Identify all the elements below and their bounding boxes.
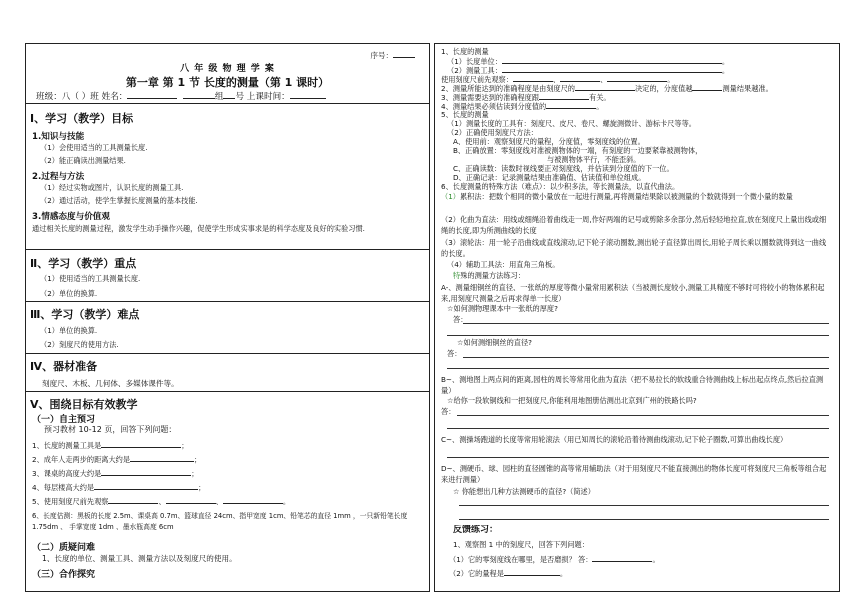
right-item: 答： — [447, 349, 462, 358]
right-item: （1）测量长度的工具有：刻度尺、皮尺、卷尺、螺旋测微计、游标卡尺等等。 — [447, 119, 696, 128]
answer-line[interactable] — [463, 357, 829, 358]
right-item: D~、测硬币、球、园柱的直径圆锥的高等常用辅助法（对于用刻度尺不能直接测出的物体长度可将刻度尺三角板等组合起来进行测量） — [441, 464, 827, 484]
header-divider — [26, 103, 429, 104]
divider — [26, 391, 429, 392]
answer-blank[interactable] — [546, 101, 596, 109]
answer-blank[interactable] — [504, 568, 560, 576]
right-item: 4、测量结果必须估读到分度值的 。 — [441, 102, 604, 111]
cooperation-heading: （三）合作探究 — [32, 570, 96, 580]
answer-blank[interactable] — [108, 496, 158, 504]
student-info: 班级：八（ ）班 姓名： 组 号 上课时间： — [36, 90, 326, 102]
objective-knowledge: 1.知识与技能 — [32, 132, 85, 142]
answer-blank[interactable] — [502, 56, 722, 64]
answer-line[interactable] — [459, 519, 829, 520]
answer-line[interactable] — [447, 368, 829, 369]
answer-blank[interactable] — [223, 496, 283, 504]
chapter-title: 第一章 第 1 节 长度的测量（第 1 课时） — [125, 76, 330, 89]
answer-blank[interactable] — [101, 468, 191, 476]
preview-question-5: 5、使用刻度尺前先观察 、 、 。 — [32, 497, 291, 506]
right-item: ☆如何测物理课本中一张纸的厚度? — [447, 304, 558, 313]
answer-line[interactable] — [459, 505, 829, 506]
serial-number: 序号： — [371, 50, 416, 61]
right-item: ☆如何测细铜丝的直径? — [457, 338, 532, 347]
preview-question-4: 4、每层楼高大约是 ； — [32, 483, 206, 492]
preview-question-6: 6、长度估测：黑板的长度 2.5m、课桌高 0.7m、篮球直径 24cm、指甲宽度 1cm、铅笔芯的直径 1mm ，一只新铅笔长度 1.75dm 、 手掌宽度 1dm 、墨水瓶高度 6cm — [32, 512, 408, 531]
questioning-item: 1、长度的单位、测量工具、测量方法以及刻度尺的使用。 — [42, 554, 237, 563]
answer-blank[interactable] — [692, 83, 722, 91]
answer-line[interactable] — [457, 415, 829, 416]
section-teaching: Ⅴ、围绕目标有效教学 — [30, 398, 138, 411]
right-item: A、使用前：观察刻度尺的量程，分度值，零刻度线的位置。 — [453, 137, 645, 146]
right-item: B、正确放置：零刻度线对准被测物体的一端，有刻度的一边要紧靠被测物体， — [453, 146, 703, 155]
preview-question-1: 1、长度的测量工具是 ； — [32, 441, 189, 450]
objective-process: 2.过程与方法 — [32, 172, 85, 182]
answer-blank[interactable] — [513, 74, 553, 82]
right-item: （1）它的零刻度线在哪里，是否磨损？ 答： 。 — [449, 555, 660, 564]
right-item: （4）辅助工具法：用直角三角板。 — [447, 260, 560, 269]
answer-blank[interactable] — [560, 74, 600, 82]
objective-item: （2）能正确读出测量结果. — [40, 156, 126, 165]
difficulty-item: （1）单位的换算. — [40, 326, 98, 335]
answer-blank[interactable] — [592, 554, 652, 562]
preview-heading: （一）自主预习 — [32, 415, 96, 425]
divider — [26, 301, 429, 302]
right-item: 特殊的测量方法练习： — [453, 271, 525, 280]
right-item: 2、测量所能达到的准确程度是由刻度尺的 决定的，分度值越 测量结果越准。 — [441, 84, 773, 93]
questioning-heading: （二）质疑问难 — [32, 543, 96, 553]
right-item: （2）它的量程是 。 — [449, 569, 568, 578]
right-item: 5、长度的测量 — [441, 110, 489, 119]
preview-question-3: 3、课桌的高度大约是 ； — [32, 469, 199, 478]
objective-attitude: 3.情感态度与价值观 — [32, 212, 110, 222]
right-column — [434, 43, 840, 592]
answer-line[interactable] — [447, 457, 829, 458]
right-item: 1、长度的测量 — [441, 47, 489, 56]
right-item: 使用刻度尺前先观察： 、 、 。 — [441, 75, 675, 84]
right-item: C、正确读数：读数时视线要正对刻度线，并估读到分度值的下一位。 — [453, 164, 674, 173]
answer-blank[interactable] — [94, 482, 198, 490]
right-item: 答： — [441, 407, 456, 416]
key-point-item: （2）单位的换算. — [40, 289, 98, 298]
right-item: （2）正确使用刻度尺方法： — [447, 128, 538, 137]
right-item: 3、测量需要达到的准确程度跟 有关。 — [441, 93, 611, 102]
left-column — [25, 43, 430, 592]
right-item: 6、长度测量的特殊方法（难点）：以少积多法，等长测量法，以直代曲法。 — [441, 182, 680, 191]
divider — [26, 249, 429, 250]
page-title: 八 年 级 物 理 学 案 — [180, 64, 275, 74]
right-item: （1）累积法：把数个相同的微小量放在一起进行测量,再将测量结果除以被测量的个数就得到一个微小量的数量 — [441, 192, 793, 201]
objective-item: （1）会使用适当的工具测量长度. — [40, 143, 148, 152]
right-item: （1）长度单位： 。 — [447, 57, 730, 66]
right-item: （2）化曲为直法：用线或细绳沿着曲线走一周,作好两端的记号或剪除多余部分,然后轻轻地拉直,放在刻度尺上量出线或细绳的长度,即为所测曲线的长度 — [441, 215, 827, 235]
right-item: C~、测操场跑道的长度等常用轮滚法（用已知周长的滚轮沿着待测曲线滚动,记下轮子圈数,可算出曲线长度） — [441, 435, 788, 444]
right-item: ☆给你一段软铜线和一把刻度尺,你能利用地图册估测出北京到广州的铁路长吗? — [447, 396, 697, 405]
objective-item: （2）通过活动，使学生掌握长度测量的基本技能. — [40, 196, 198, 205]
right-item: ☆ 你能想出几种方法测硬币的直径?（简述） — [453, 487, 595, 496]
answer-line[interactable] — [447, 335, 829, 336]
key-point-item: （1）使用适当的工具测量长度. — [40, 274, 141, 283]
section-key-points: Ⅱ、学习（教学）重点 — [30, 257, 137, 270]
preview-question-2: 2、成年人走两步的距离大约是 ； — [32, 455, 202, 464]
answer-blank[interactable] — [101, 440, 181, 448]
equipment-list: 刻度尺、木板、几何体、多媒体课件等。 — [42, 379, 179, 388]
answer-blank[interactable] — [607, 74, 667, 82]
answer-line[interactable] — [463, 323, 829, 324]
right-item: 与被测物体平行，不能歪斜。 — [547, 155, 641, 164]
right-item: 答： — [453, 315, 468, 324]
section-difficulties: Ⅲ、学习（教学）难点 — [30, 308, 140, 321]
objective-item: （1）经过实物或图片，认识长度的测量工具. — [40, 183, 184, 192]
answer-line[interactable] — [447, 428, 829, 429]
right-item: B~、测地图上两点间的距离,园柱的周长等常用化曲为直法（把不易拉长的软线重合待测曲线上标出起点终点,然后拉直测量） — [441, 375, 824, 395]
right-item: （2）测量工具： 。 — [447, 66, 730, 75]
answer-blank[interactable] — [166, 496, 216, 504]
difficulty-item: （2）刻度尺的使用方法. — [40, 340, 119, 349]
preview-instruction: 预习教材 10-12 页，回答下列问题： — [44, 425, 177, 434]
section-objectives: Ⅰ、学习（教学）目标 — [30, 112, 134, 125]
right-item: D、正确记录：记录测量结果由准确值、估读值和单位组成。 — [453, 173, 646, 182]
divider — [26, 353, 429, 354]
right-item: 1、观察图 1 中的刻度尺，回答下列问题： — [453, 540, 589, 549]
answer-blank[interactable] — [575, 83, 635, 91]
section-equipment: Ⅳ、器材准备 — [30, 360, 98, 373]
right-item: （3）滚轮法：用一轮子沿曲线或直线滚动,记下轮子滚动圈数,测出轮子直径算出周长,用轮子周长乘以圈数就得到这一曲线的长度。 — [441, 238, 827, 258]
answer-blank[interactable] — [502, 65, 722, 73]
answer-blank[interactable] — [130, 454, 194, 462]
feedback-heading: 反馈练习： — [453, 525, 499, 535]
objective-item: 通过相关长度的测量过程，激发学生动手操作兴趣，促使学生形成实事求是的科学态度及良好的实验习惯. — [32, 224, 365, 233]
right-item: A-、测量细铜丝的直径、一张纸的厚度等微小量常用累积法（当被测长度较小,测量工具精度不够时可将较小的物体累积起来,用刻度尺测量之后再求得单一长度） — [441, 283, 825, 303]
answer-blank[interactable] — [539, 92, 589, 100]
